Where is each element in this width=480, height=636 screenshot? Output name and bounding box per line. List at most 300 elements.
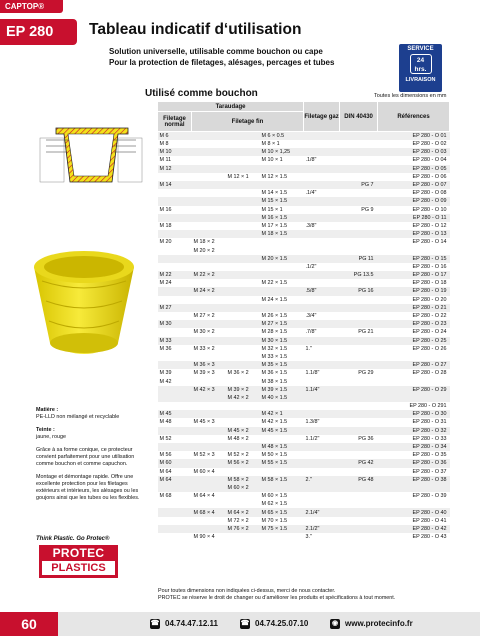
- cell-din: PG 16: [340, 287, 378, 295]
- cell-filetage-fin-2: M 39 × 2: [226, 386, 260, 394]
- cell-filetage-fin-2: [226, 230, 260, 238]
- cell-din: PG 29: [358, 370, 374, 377]
- cell-filetage-fin-1: M 33 × 2: [193, 345, 215, 352]
- cell-filetage-fin-3: M 35 × 1.5: [260, 361, 304, 369]
- subtitle-line-1: Solution universelle, utilisable comme bouchon ou cape: [109, 47, 323, 56]
- table-row: [158, 197, 450, 205]
- cell-reference: EP 280 - O 06: [412, 173, 447, 180]
- cell-filetage-gaz: .1/2": [305, 263, 317, 270]
- cell-filetage-normal: M 48: [159, 419, 172, 426]
- cell-filetage-gaz: [304, 484, 340, 492]
- cell-din: [340, 156, 378, 164]
- cell-reference: EP 280 - O 38: [378, 476, 450, 484]
- cell-din: [340, 500, 378, 508]
- table-row: [158, 337, 450, 345]
- cell-reference: EP 280 - O 291: [409, 403, 447, 410]
- cell-filetage-fin-1: [192, 255, 226, 263]
- cell-filetage-fin-2: [226, 500, 260, 508]
- cell-filetage-fin-2: [226, 263, 260, 271]
- cell-filetage-fin-1: M 22 × 2: [192, 271, 226, 279]
- cell-filetage-gaz: .1/4": [305, 190, 317, 197]
- cell-filetage-fin-3: M 28 × 1.5: [261, 329, 288, 336]
- cell-filetage-normal: M 36: [159, 345, 172, 352]
- cell-filetage-gaz: [304, 377, 340, 385]
- cell-filetage-normal: [158, 312, 192, 320]
- cell-reference: EP 280 - O 41: [412, 517, 447, 524]
- cell-din: [340, 189, 378, 197]
- cell-reference: EP 280 - O 24: [412, 329, 447, 336]
- cell-reference: EP 280 - O 07: [378, 181, 450, 189]
- cell-filetage-fin-3: [260, 263, 304, 271]
- service-24h-badge: [399, 44, 442, 92]
- cell-filetage-normal: M 27: [158, 304, 192, 312]
- dimensions-note: Toutes les dimensions en mm: [374, 93, 447, 99]
- cell-filetage-fin-1: [192, 427, 226, 435]
- cell-reference: EP 280 - O 16: [412, 263, 447, 270]
- cell-filetage-gaz: 2.1/4": [304, 508, 340, 516]
- cell-filetage-fin-2: [226, 312, 260, 320]
- table-row: [158, 476, 450, 484]
- cell-reference: EP 280 - O 33: [412, 435, 447, 442]
- service-hours-unit: hrs.: [414, 66, 427, 73]
- cell-filetage-fin-1: M 39 × 3: [193, 370, 215, 377]
- table-row: [158, 206, 450, 214]
- table-row: [158, 410, 450, 418]
- cell-filetage-gaz: .3/4": [305, 313, 317, 320]
- logo-line-1: PROTEC: [52, 546, 105, 560]
- table-row: [158, 246, 450, 254]
- cell-filetage-gaz: [304, 443, 340, 451]
- fax-number: 04.74.25.07.10: [255, 619, 309, 628]
- cell-filetage-fin-1: M 42 × 3: [192, 386, 226, 394]
- fax-icon: ☎: [240, 619, 250, 627]
- cell-filetage-gaz: .1/8": [305, 157, 317, 164]
- table-row: [158, 312, 450, 320]
- cell-filetage-normal: M 68: [159, 493, 172, 500]
- cell-filetage-fin-3: [260, 238, 304, 246]
- table-row: [158, 386, 450, 394]
- cell-filetage-fin-3: M 58 × 1.5: [260, 476, 304, 484]
- cell-filetage-fin-2: [226, 132, 260, 141]
- cell-din: [340, 377, 378, 385]
- cell-filetage-fin-3: M 75 × 1.5: [260, 525, 304, 533]
- cell-reference: EP 280 - O 42: [378, 525, 450, 533]
- cell-filetage-fin-3: M 10 × 1: [261, 157, 283, 164]
- cell-din: [340, 517, 378, 525]
- cell-filetage-gaz: [304, 451, 340, 459]
- cell-filetage-fin-2: [226, 271, 260, 279]
- cell-reference: [378, 394, 450, 402]
- cell-reference: EP 280 - O 39: [412, 493, 447, 500]
- table-row: [158, 189, 450, 197]
- cell-filetage-gaz: [304, 230, 340, 238]
- page-title: Tableau indicatif d‘utilisation: [89, 21, 302, 38]
- table-row: [158, 238, 450, 246]
- section-title: Utilisé comme bouchon: [145, 88, 258, 99]
- table-row: [158, 418, 450, 426]
- cell-filetage-fin-2: [226, 148, 260, 156]
- cell-reference: EP 280 - O 15: [378, 255, 450, 263]
- table-row: [158, 279, 450, 287]
- cell-filetage-fin-2: [226, 238, 260, 246]
- cell-filetage-fin-2: [226, 402, 260, 410]
- cell-din: [340, 402, 378, 410]
- footnote-line-1: Pour toutes dimensions non indiquées ci-dessus, merci de nous contacter.: [158, 588, 336, 594]
- cell-din: [340, 312, 378, 320]
- cell-filetage-fin-1: M 45 × 3: [193, 419, 215, 426]
- cell-filetage-fin-1: [192, 189, 226, 197]
- cell-filetage-fin-2: [226, 418, 260, 426]
- cell-filetage-fin-1: [192, 443, 226, 451]
- cell-filetage-fin-1: [192, 132, 226, 141]
- cell-filetage-fin-1: [192, 140, 226, 148]
- cell-filetage-fin-1: [192, 181, 226, 189]
- table-row: [158, 451, 450, 459]
- usage-table-body: [158, 132, 450, 542]
- table-row: [158, 181, 450, 189]
- cell-filetage-fin-2: [226, 468, 260, 476]
- cell-filetage-gaz: 1.3/8": [305, 419, 320, 426]
- cell-filetage-gaz: [304, 165, 340, 173]
- cell-filetage-fin-2: M 72 × 2: [227, 517, 249, 524]
- cell-din: PG 7: [340, 181, 378, 189]
- cell-filetage-gaz: [304, 320, 340, 328]
- header-din: DIN 40430: [340, 102, 378, 132]
- cell-filetage-gaz: 3.": [305, 534, 312, 541]
- cell-filetage-normal: M 30: [158, 320, 192, 328]
- cell-reference: EP 280 - O 20: [412, 296, 447, 303]
- cell-filetage-gaz: [304, 238, 340, 246]
- cell-filetage-fin-3: M 24 × 1.5: [261, 296, 288, 303]
- cell-filetage-fin-3: [260, 287, 304, 295]
- cell-din: [340, 214, 378, 222]
- cell-filetage-fin-3: [260, 246, 304, 254]
- table-row: [158, 304, 450, 312]
- cell-filetage-fin-2: [226, 337, 260, 345]
- cell-reference: EP 280 - O 36: [378, 459, 450, 467]
- cell-filetage-fin-2: [226, 345, 260, 353]
- cell-filetage-fin-1: [192, 377, 226, 385]
- cell-din: [340, 394, 378, 402]
- cell-reference: EP 280 - O 13: [378, 230, 450, 238]
- table-row: [158, 459, 450, 467]
- cell-filetage-fin-3: M 26 × 1.5: [261, 313, 288, 320]
- cell-filetage-fin-3: M 60 × 1.5: [261, 493, 288, 500]
- cell-filetage-fin-3: M 15 × 1.5: [260, 197, 304, 205]
- cell-filetage-fin-2: M 42 × 2: [226, 394, 260, 402]
- cell-din: [340, 197, 378, 205]
- cell-filetage-fin-3: [260, 402, 304, 410]
- cell-filetage-fin-1: [192, 230, 226, 238]
- table-row: [158, 517, 450, 525]
- cell-reference: EP 280 - O 32: [378, 427, 450, 435]
- phone-contact[interactable]: [150, 612, 218, 636]
- cell-reference: EP 280 - O 26: [412, 345, 447, 352]
- table-row: [158, 222, 450, 230]
- cell-filetage-gaz: [304, 337, 340, 345]
- cell-filetage-fin-2: [226, 197, 260, 205]
- cell-reference: EP 280 - O 09: [378, 197, 450, 205]
- cell-filetage-fin-2: [226, 222, 260, 230]
- cell-filetage-normal: [158, 533, 192, 541]
- cell-filetage-fin-3: M 22 × 1.5: [261, 280, 288, 287]
- table-row: [158, 148, 450, 156]
- cell-din: [340, 222, 378, 230]
- cell-filetage-fin-3: M 36 × 1.5: [261, 370, 288, 377]
- cell-din: [340, 427, 378, 435]
- cell-filetage-fin-3: M 30 × 1.5: [260, 337, 304, 345]
- table-row: [158, 214, 450, 222]
- usage-table: [157, 101, 450, 541]
- cell-reference: EP 280 - O 11: [378, 214, 450, 222]
- cell-filetage-fin-2: [226, 287, 260, 295]
- cell-filetage-gaz: [304, 517, 340, 525]
- cell-filetage-fin-3: M 65 × 1.5: [260, 508, 304, 516]
- cell-filetage-fin-3: M 15 × 1: [261, 206, 283, 213]
- cell-filetage-fin-1: M 90 × 4: [193, 534, 215, 541]
- cell-filetage-normal: M 14: [158, 181, 192, 189]
- cell-filetage-fin-3: M 39 × 1.5: [260, 386, 304, 394]
- cap-cross-section-drawing: [36, 110, 146, 220]
- cell-filetage-gaz: [304, 410, 340, 418]
- cell-filetage-fin-1: [192, 337, 226, 345]
- cell-din: [340, 140, 378, 148]
- cell-filetage-fin-3: M 17 × 1.5: [261, 222, 288, 229]
- cell-filetage-normal: M 56: [159, 452, 172, 459]
- product-notes: [36, 407, 146, 508]
- cell-reference: EP 280 - O 03: [378, 148, 450, 156]
- cell-filetage-normal: M 45: [158, 410, 192, 418]
- cell-din: [340, 304, 378, 312]
- cell-filetage-fin-1: [192, 214, 226, 222]
- matiere-label: Matière :: [36, 407, 59, 413]
- cell-filetage-fin-3: M 18 × 1.5: [260, 230, 304, 238]
- cell-reference: EP 280 - O 18: [412, 280, 447, 287]
- cell-din: PG 48: [340, 476, 378, 484]
- cell-din: [340, 410, 378, 418]
- cell-filetage-gaz: [304, 173, 340, 181]
- cell-filetage-normal: [158, 230, 192, 238]
- cell-filetage-gaz: [304, 271, 340, 279]
- table-row: [158, 296, 450, 304]
- cell-filetage-fin-2: [226, 361, 260, 369]
- cell-filetage-gaz: [304, 361, 340, 369]
- cell-filetage-fin-1: [192, 525, 226, 533]
- cell-din: [340, 246, 378, 254]
- cell-filetage-fin-3: M 45 × 1.5: [260, 427, 304, 435]
- cell-filetage-fin-1: [192, 165, 226, 173]
- table-row: [158, 427, 450, 435]
- table-row: [158, 328, 450, 336]
- cell-din: [340, 525, 378, 533]
- cell-din: [340, 263, 378, 271]
- cell-filetage-normal: [158, 214, 192, 222]
- cell-filetage-fin-1: [192, 156, 226, 164]
- cell-filetage-fin-2: [226, 328, 260, 336]
- cell-filetage-fin-2: [226, 156, 260, 164]
- cell-filetage-fin-3: M 10 × 1,25: [260, 148, 304, 156]
- description-1: Grâce à sa forme conique, ce protecteur convient parfaitement pour une utilisation comme bouchon et comme capuchon.: [36, 447, 135, 467]
- cell-filetage-gaz: 1.1/4": [304, 386, 340, 394]
- cell-din: [340, 173, 378, 181]
- cell-filetage-fin-1: M 24 × 2: [192, 287, 226, 295]
- cell-reference: EP 280 - O 30: [378, 410, 450, 418]
- cell-reference: EP 280 - O 04: [412, 157, 447, 164]
- cell-filetage-normal: M 39: [159, 370, 172, 377]
- cell-filetage-gaz: [304, 353, 340, 361]
- header-filetage-normal: Filetage normal: [158, 112, 192, 132]
- cell-filetage-normal: M 6: [158, 132, 192, 141]
- cell-filetage-fin-3: M 27 × 1.5: [260, 320, 304, 328]
- cell-reference: EP 280 - O 31: [412, 419, 447, 426]
- table-row: [158, 500, 450, 508]
- table-row: [158, 173, 450, 181]
- phone-icon: ☎: [150, 619, 160, 627]
- cell-din: PG 13.5: [340, 271, 378, 279]
- cell-filetage-fin-2: [226, 246, 260, 254]
- cell-filetage-fin-2: M 52 × 2: [227, 452, 249, 459]
- cell-filetage-fin-1: M 18 × 2: [193, 239, 215, 246]
- table-row: [158, 320, 450, 328]
- teinte-value: jaune, rouge: [36, 434, 66, 440]
- cell-filetage-normal: [158, 296, 192, 304]
- cell-filetage-normal: M 64: [159, 468, 172, 475]
- matiere-value: PE-LLD non mélangé et recyclable: [36, 414, 120, 420]
- cell-filetage-normal: M 42: [159, 378, 172, 385]
- cell-filetage-fin-3: [260, 165, 304, 173]
- cell-filetage-fin-2: M 45 × 2: [226, 427, 260, 435]
- cell-filetage-fin-3: [260, 533, 304, 541]
- cell-reference: EP 280 - O 01: [378, 132, 450, 141]
- cell-din: [340, 132, 378, 141]
- cell-din: [340, 386, 378, 394]
- table-row: [158, 377, 450, 385]
- cell-filetage-gaz: [304, 296, 340, 304]
- cell-filetage-gaz: [304, 468, 340, 476]
- phone-number: 04.74.47.12.11: [165, 619, 218, 628]
- cell-filetage-gaz: [304, 500, 340, 508]
- table-row: [158, 132, 450, 141]
- cell-filetage-normal: M 24: [159, 280, 172, 287]
- cell-filetage-fin-2: [226, 279, 260, 287]
- cell-filetage-normal: [158, 263, 192, 271]
- brand-slogan: Think Plastic. Go Protec®: [36, 536, 110, 542]
- cell-filetage-fin-1: [192, 476, 226, 484]
- cell-filetage-gaz: [304, 181, 340, 189]
- cell-filetage-fin-1: [192, 500, 226, 508]
- table-row: [158, 165, 450, 173]
- cell-filetage-fin-3: [260, 304, 304, 312]
- table-row: [158, 271, 450, 279]
- table-row: [158, 484, 450, 492]
- cell-filetage-normal: [158, 197, 192, 205]
- cell-reference: EP 280 - O 22: [412, 313, 447, 320]
- cell-filetage-fin-1: [192, 304, 226, 312]
- table-row: [158, 468, 450, 476]
- cell-din: [340, 279, 378, 287]
- cell-filetage-fin-2: M 64 × 2: [226, 508, 260, 516]
- globe-icon: ◉: [331, 619, 339, 627]
- cell-din: PG 42: [340, 459, 378, 467]
- cell-filetage-gaz: 2.1/2": [304, 525, 340, 533]
- table-row: [158, 353, 450, 361]
- cell-din: [340, 230, 378, 238]
- cell-reference: [378, 500, 450, 508]
- table-row: [158, 345, 450, 353]
- cell-filetage-fin-3: M 33 × 1.5: [261, 353, 288, 360]
- cell-filetage-fin-2: [226, 533, 260, 541]
- cell-filetage-fin-3: M 6 × 0.5: [260, 132, 304, 141]
- cell-din: [340, 443, 378, 451]
- cell-filetage-normal: M 10: [158, 148, 192, 156]
- cell-filetage-fin-1: M 60 × 4: [193, 468, 215, 475]
- cell-reference: EP 280 - O 37: [412, 468, 447, 475]
- protec-plastics-logo: [39, 545, 118, 578]
- cell-filetage-fin-1: [192, 394, 226, 402]
- page-number: 60: [0, 612, 58, 636]
- cell-reference: EP 280 - O 23: [378, 320, 450, 328]
- cell-filetage-fin-3: M 62 × 1.5: [261, 501, 288, 508]
- cell-reference: [378, 377, 450, 385]
- cell-reference: EP 280 - O 40: [378, 508, 450, 516]
- header-taraudage: Taraudage: [158, 102, 304, 112]
- fax-contact[interactable]: [240, 612, 308, 636]
- cell-filetage-normal: [158, 484, 192, 492]
- cell-filetage-fin-2: M 58 × 2: [226, 476, 260, 484]
- table-row: [158, 394, 450, 402]
- cell-filetage-normal: M 12: [158, 165, 192, 173]
- cell-filetage-normal: [158, 361, 192, 369]
- cell-filetage-fin-2: M 12 × 1: [227, 173, 249, 180]
- cell-filetage-fin-3: M 42 × 1: [260, 410, 304, 418]
- cell-reference: EP 280 - O 34: [378, 443, 450, 451]
- cell-filetage-fin-1: M 30 × 2: [193, 329, 215, 336]
- cell-filetage-fin-3: M 14 × 1.5: [261, 190, 288, 197]
- cell-filetage-fin-3: M 38 × 1.5: [261, 378, 288, 385]
- cell-filetage-fin-1: [192, 197, 226, 205]
- cell-filetage-fin-3: M 55 × 1.5: [260, 459, 304, 467]
- cell-filetage-normal: [158, 189, 192, 197]
- cell-filetage-fin-2: M 48 × 2: [227, 435, 249, 442]
- table-row: [158, 369, 450, 377]
- cell-filetage-fin-3: M 70 × 1.5: [261, 517, 288, 524]
- header-filetage-fin: Filetage fin: [192, 112, 304, 132]
- cell-filetage-normal: [158, 328, 192, 336]
- cell-filetage-normal: [158, 353, 192, 361]
- cell-filetage-fin-2: [226, 492, 260, 500]
- cell-filetage-gaz: 1.1/2": [305, 435, 320, 442]
- cell-din: PG 9: [361, 206, 374, 213]
- cell-filetage-normal: M 33: [158, 337, 192, 345]
- cell-filetage-normal: M 16: [159, 206, 172, 213]
- cell-din: [340, 508, 378, 516]
- header-references: Références: [378, 102, 450, 132]
- cell-filetage-gaz: .3/8": [305, 222, 317, 229]
- cell-filetage-normal: [158, 508, 192, 516]
- cell-reference: EP 280 - O 35: [412, 452, 447, 459]
- cell-filetage-fin-3: [260, 181, 304, 189]
- service-hours-box: [410, 54, 432, 74]
- table-row: [158, 287, 450, 295]
- cell-reference: EP 280 - O 19: [378, 287, 450, 295]
- cell-filetage-fin-3: M 50 × 1.5: [261, 452, 288, 459]
- cell-reference: EP 280 - O 14: [412, 239, 447, 246]
- cell-filetage-fin-2: M 60 × 2: [226, 484, 260, 492]
- website-url: www.protecinfo.fr: [345, 619, 413, 628]
- cell-filetage-gaz: .5/8": [304, 287, 340, 295]
- cell-filetage-fin-1: [192, 263, 226, 271]
- website-link[interactable]: [330, 612, 413, 636]
